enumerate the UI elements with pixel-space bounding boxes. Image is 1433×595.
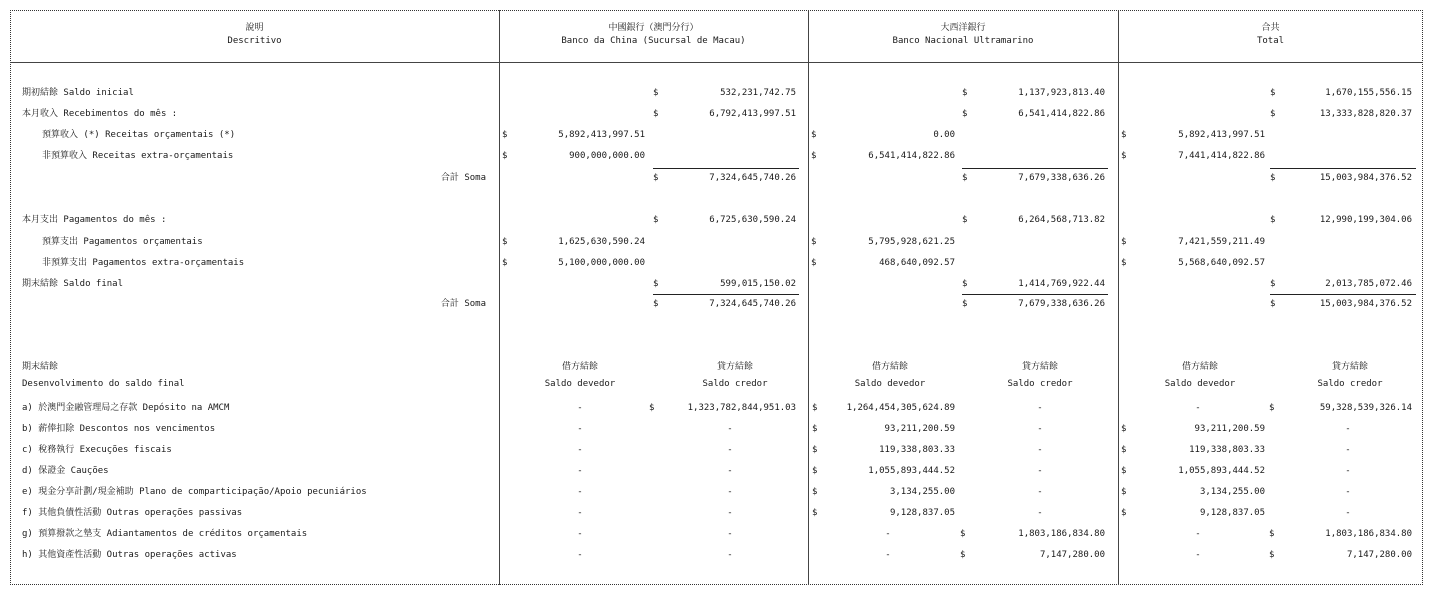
- empty-dash: -: [885, 529, 891, 539]
- currency-sign: $: [962, 215, 968, 225]
- empty-dash: -: [1345, 445, 1351, 455]
- amount-cell: 6,792,413,997.51: [709, 109, 796, 119]
- currency-sign: $: [812, 487, 818, 497]
- amount-cell: 2,013,785,072.46: [1325, 279, 1412, 289]
- currency-sign: $: [1270, 109, 1276, 119]
- amount-cell: 1,803,186,834.80: [1018, 529, 1105, 539]
- row-label: 本月收入 Recebimentos do mês :: [22, 109, 178, 119]
- currency-sign: $: [812, 403, 818, 413]
- currency-sign: $: [653, 215, 659, 225]
- amount-cell: 1,670,155,556.15: [1325, 88, 1412, 98]
- closing-row-label: d) 保證金 Cauções: [22, 466, 109, 476]
- empty-dash: -: [727, 424, 733, 434]
- amount-cell: 7,421,559,211.49: [1178, 237, 1265, 247]
- currency-sign: $: [1270, 299, 1276, 309]
- row-label: 期末結餘 Saldo final: [22, 279, 124, 289]
- closing-row-label: h) 其他資產性活動 Outras operações activas: [22, 550, 237, 560]
- total-debit-pt: Saldo devedor: [1164, 379, 1236, 389]
- empty-dash: -: [577, 508, 583, 518]
- empty-dash: -: [727, 445, 733, 455]
- currency-sign: $: [812, 466, 818, 476]
- currency-sign: $: [962, 109, 968, 119]
- empty-dash: -: [1345, 487, 1351, 497]
- header-banco-china-zh: 中國銀行（澳門分行）: [608, 23, 699, 33]
- closing-row-label: c) 稅務執行 Execuções fiscais: [22, 445, 172, 455]
- empty-dash: -: [1195, 403, 1201, 413]
- currency-sign: $: [1270, 279, 1276, 289]
- amount-cell: 1,264,454,305,624.89: [846, 403, 955, 413]
- amount-cell: 6,725,630,590.24: [709, 215, 796, 225]
- currency-sign: $: [962, 88, 968, 98]
- b2-debit-pt: Saldo devedor: [854, 379, 926, 389]
- amount-cell: 7,441,414,822.86: [1178, 151, 1265, 161]
- empty-dash: -: [577, 466, 583, 476]
- currency-sign: $: [1121, 424, 1127, 434]
- sum-rule: [1270, 294, 1416, 295]
- amount-cell: 93,211,200.59: [884, 424, 955, 434]
- amount-cell: 1,625,630,590.24: [558, 237, 645, 247]
- closing-row-label: g) 預算撥款之墊支 Adiantamentos de créditos orçamentais: [22, 529, 308, 539]
- currency-sign: $: [1121, 508, 1127, 518]
- empty-dash: -: [577, 550, 583, 560]
- sum-rule: [962, 294, 1108, 295]
- currency-sign: $: [1270, 215, 1276, 225]
- currency-sign: $: [811, 258, 817, 268]
- total-credit-pt: Saldo credor: [1317, 379, 1383, 389]
- empty-dash: -: [577, 487, 583, 497]
- amount-cell: 9,128,837.05: [1199, 508, 1265, 518]
- currency-sign: $: [812, 424, 818, 434]
- currency-sign: $: [1270, 173, 1276, 183]
- sum-rule: [962, 168, 1108, 169]
- header-descritivo-zh: 說明: [245, 23, 264, 33]
- currency-sign: $: [653, 299, 659, 309]
- amount-cell: 5,892,413,997.51: [558, 130, 645, 140]
- empty-dash: -: [727, 487, 733, 497]
- currency-sign: $: [1269, 403, 1275, 413]
- empty-dash: -: [577, 424, 583, 434]
- amount-cell: 0.00: [933, 130, 955, 140]
- amount-cell: 3,134,255.00: [1199, 487, 1265, 497]
- row-label: 非預算支出 Pagamentos extra-orçamentais: [42, 258, 245, 268]
- empty-dash: -: [1037, 445, 1043, 455]
- header-bnu-pt: Banco Nacional Ultramarino: [892, 36, 1034, 46]
- amount-cell: 1,055,893,444.52: [868, 466, 955, 476]
- currency-sign: $: [1269, 550, 1275, 560]
- header-banco-china-pt: Banco da China (Sucursal de Macau): [561, 36, 746, 46]
- currency-sign: $: [1270, 88, 1276, 98]
- currency-sign: $: [812, 445, 818, 455]
- amount-cell: 1,055,893,444.52: [1178, 466, 1265, 476]
- amount-cell: 6,541,414,822.86: [1018, 109, 1105, 119]
- amount-cell: 468,640,092.57: [879, 258, 955, 268]
- empty-dash: -: [1345, 466, 1351, 476]
- b2-debit-zh: 借方結餘: [871, 362, 908, 372]
- b1-debit-pt: Saldo devedor: [544, 379, 616, 389]
- amount-cell: 15,003,984,376.52: [1319, 299, 1412, 309]
- empty-dash: -: [727, 550, 733, 560]
- soma-label: 合計 Soma: [440, 173, 486, 183]
- column-divider: [1118, 10, 1119, 585]
- column-divider: [808, 10, 809, 585]
- header-descritivo-pt: Descritivo: [227, 36, 282, 46]
- row-label: 預算支出 Pagamentos orçamentais: [42, 237, 203, 247]
- closing-row-label: b) 薪俸扣除 Descontos nos vencimentos: [22, 424, 216, 434]
- b1-debit-zh: 借方結餘: [561, 362, 598, 372]
- header-divider: [10, 62, 1423, 63]
- b1-credit-zh: 貸方結餘: [716, 362, 753, 372]
- column-divider: [499, 10, 500, 585]
- currency-sign: $: [960, 550, 966, 560]
- amount-cell: 900,000,000.00: [569, 151, 645, 161]
- amount-cell: 7,679,338,636.26: [1018, 173, 1105, 183]
- amount-cell: 15,003,984,376.52: [1319, 173, 1412, 183]
- empty-dash: -: [1037, 466, 1043, 476]
- currency-sign: $: [1269, 529, 1275, 539]
- amount-cell: 5,568,640,092.57: [1178, 258, 1265, 268]
- currency-sign: $: [1121, 130, 1127, 140]
- empty-dash: -: [1195, 550, 1201, 560]
- amount-cell: 6,541,414,822.86: [868, 151, 955, 161]
- currency-sign: $: [502, 130, 508, 140]
- amount-cell: 119,338,803.33: [879, 445, 955, 455]
- empty-dash: -: [727, 466, 733, 476]
- currency-sign: $: [649, 403, 655, 413]
- total-credit-zh: 貸方結餘: [1331, 362, 1368, 372]
- row-label: 非預算收入 Receitas extra-orçamentais: [42, 151, 234, 161]
- currency-sign: $: [502, 258, 508, 268]
- amount-cell: 3,134,255.00: [889, 487, 955, 497]
- empty-dash: -: [1195, 529, 1201, 539]
- soma-label: 合計 Soma: [440, 299, 486, 309]
- sum-rule: [1270, 168, 1416, 169]
- currency-sign: $: [653, 109, 659, 119]
- currency-sign: $: [653, 279, 659, 289]
- amount-cell: 59,328,539,326.14: [1319, 403, 1412, 413]
- currency-sign: $: [1121, 237, 1127, 247]
- currency-sign: $: [811, 151, 817, 161]
- header-total-zh: 合共: [1261, 23, 1280, 33]
- closing-row-label: e) 現金分享計劃/現金補助 Plano de comparticipação/Apoio pecuniários: [22, 487, 367, 497]
- row-label: 本月支出 Pagamentos do mês :: [22, 215, 167, 225]
- empty-dash: -: [577, 529, 583, 539]
- currency-sign: $: [502, 237, 508, 247]
- amount-cell: 1,414,769,922.44: [1018, 279, 1105, 289]
- empty-dash: -: [727, 508, 733, 518]
- closing-row-label: f) 其他負債性活動 Outras operações passivas: [22, 508, 243, 518]
- currency-sign: $: [1121, 151, 1127, 161]
- amount-cell: 6,264,568,713.82: [1018, 215, 1105, 225]
- amount-cell: 1,803,186,834.80: [1325, 529, 1412, 539]
- amount-cell: 5,795,928,621.25: [868, 237, 955, 247]
- currency-sign: $: [962, 299, 968, 309]
- currency-sign: $: [812, 508, 818, 518]
- amount-cell: 9,128,837.05: [889, 508, 955, 518]
- amount-cell: 119,338,803.33: [1189, 445, 1265, 455]
- b2-credit-zh: 貸方結餘: [1021, 362, 1058, 372]
- amount-cell: 7,324,645,740.26: [709, 299, 796, 309]
- empty-dash: -: [1345, 508, 1351, 518]
- row-label: 預算收入 (*) Receitas orçamentais (*): [42, 130, 236, 140]
- empty-dash: -: [1037, 508, 1043, 518]
- currency-sign: $: [653, 88, 659, 98]
- header-total-pt: Total: [1256, 36, 1285, 46]
- sum-rule: [653, 168, 799, 169]
- amount-cell: 7,147,280.00: [1346, 550, 1412, 560]
- currency-sign: $: [960, 529, 966, 539]
- currency-sign: $: [1121, 466, 1127, 476]
- b1-credit-pt: Saldo credor: [702, 379, 768, 389]
- closing-title-zh: 期末結餘: [22, 362, 59, 372]
- currency-sign: $: [962, 173, 968, 183]
- amount-cell: 532,231,742.75: [720, 88, 796, 98]
- amount-cell: 12,990,199,304.06: [1319, 215, 1412, 225]
- amount-cell: 599,015,150.02: [720, 279, 796, 289]
- row-label: 期初結餘 Saldo inicial: [22, 88, 134, 98]
- amount-cell: 5,100,000,000.00: [558, 258, 645, 268]
- empty-dash: -: [1037, 424, 1043, 434]
- amount-cell: 1,323,782,844,951.03: [687, 403, 796, 413]
- currency-sign: $: [962, 279, 968, 289]
- currency-sign: $: [811, 237, 817, 247]
- amount-cell: 13,333,828,820.37: [1319, 109, 1412, 119]
- empty-dash: -: [885, 550, 891, 560]
- currency-sign: $: [1121, 487, 1127, 497]
- currency-sign: $: [653, 173, 659, 183]
- empty-dash: -: [577, 445, 583, 455]
- empty-dash: -: [1037, 403, 1043, 413]
- amount-cell: 1,137,923,813.40: [1018, 88, 1105, 98]
- header-bnu-zh: 大西洋銀行: [940, 23, 986, 33]
- amount-cell: 5,892,413,997.51: [1178, 130, 1265, 140]
- amount-cell: 7,147,280.00: [1039, 550, 1105, 560]
- empty-dash: -: [577, 403, 583, 413]
- b2-credit-pt: Saldo credor: [1007, 379, 1073, 389]
- empty-dash: -: [1037, 487, 1043, 497]
- amount-cell: 7,324,645,740.26: [709, 173, 796, 183]
- currency-sign: $: [1121, 258, 1127, 268]
- empty-dash: -: [727, 529, 733, 539]
- closing-row-label: a) 於澳門金融管理局之存款 Depósito na AMCM: [22, 403, 230, 413]
- currency-sign: $: [811, 130, 817, 140]
- amount-cell: 93,211,200.59: [1194, 424, 1265, 434]
- total-debit-zh: 借方結餘: [1181, 362, 1218, 372]
- currency-sign: $: [502, 151, 508, 161]
- currency-sign: $: [1121, 445, 1127, 455]
- closing-title-pt: Desenvolvimento do saldo final: [22, 379, 185, 389]
- sum-rule: [653, 294, 799, 295]
- amount-cell: 7,679,338,636.26: [1018, 299, 1105, 309]
- empty-dash: -: [1345, 424, 1351, 434]
